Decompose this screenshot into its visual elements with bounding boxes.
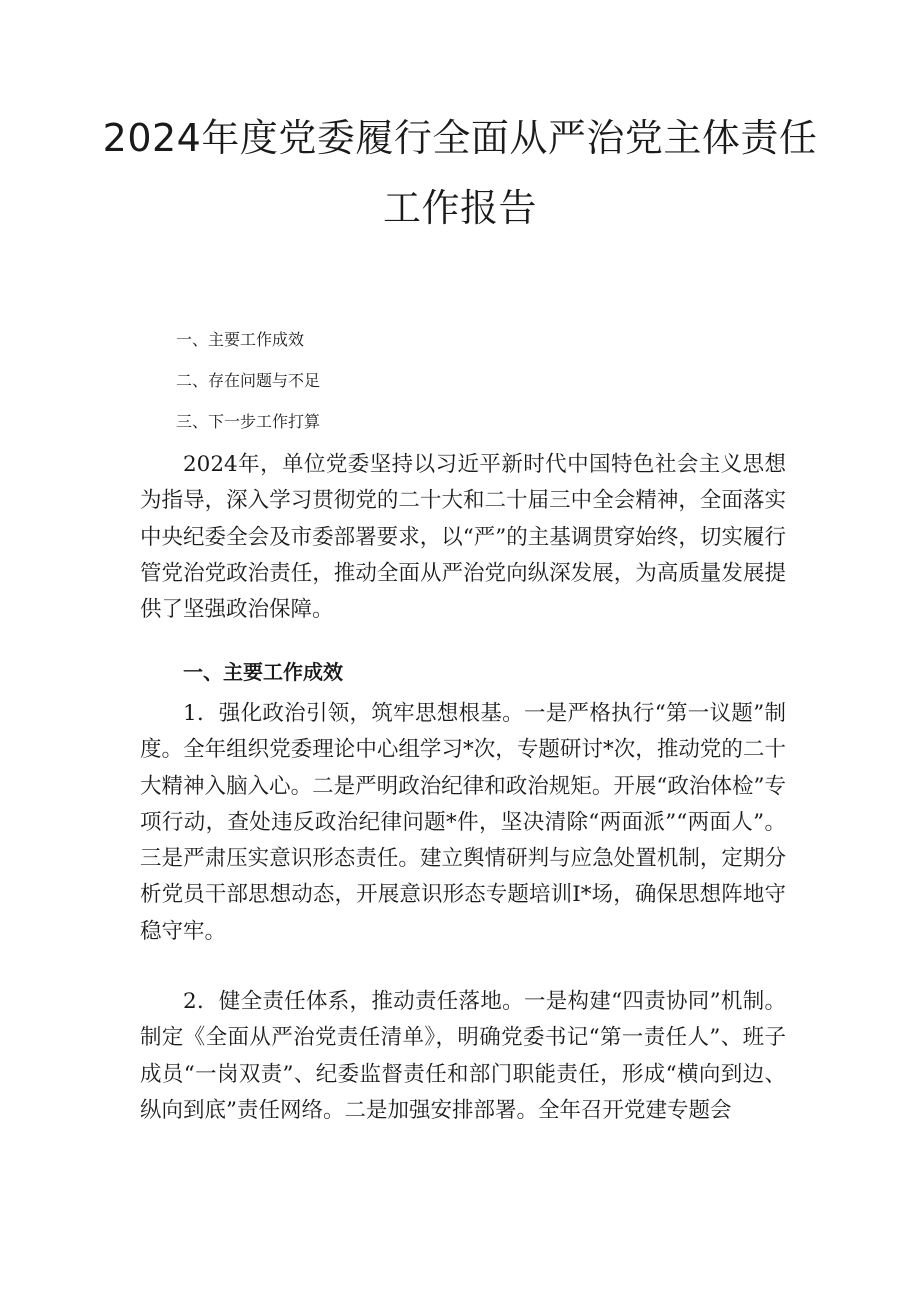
toc-item-2: 二、存在问题与不足 — [176, 371, 321, 390]
document-title-line-2: 工作报告 — [382, 186, 537, 230]
paragraph-2: 2．健全责任体系，推动责任落地。一是构建“四责协同”机制。制定《全面从严治党责任清单》，明确党委书记“第一责任人”、班子成员“一岗双责”、纪委监督责任和部门职能责任，形成“横向到边、纵向到底”责任网络。二是加强安排部署。全年召开党建专题会 — [140, 989, 786, 1123]
section-1-heading: 一、主要工作成效 — [183, 660, 343, 684]
paragraph-1: 1．强化政治引领，筑牢思想根基。一是严格执行“第一议题”制度。全年组织党委理论中心组学习*次，专题研讨*次，推动党的二十大精神入脑入心。二是严明政治纪律和政治规矩。开展“政治体检”专项行动，查处违反政治纪律问题*件，坚决清除“两面派”“两面人”。三是严肃压实意识形态责任。建立舆情研判与应急处置机制，定期分析党员干部思想动态，开展意识形态专题培训I*场，确保思想阵地守稳守牢。 — [140, 701, 786, 944]
toc-item-1: 一、主要工作成效 — [176, 330, 305, 349]
toc-item-3: 三、下一步工作打算 — [176, 412, 321, 431]
document-title-line-1: 2024年度党委履行全面从严治党主体责任 — [102, 116, 818, 160]
intro-paragraph: 2024年，单位党委坚持以习近平新时代中国特色社会主义思想为指导，深入学习贯彻党的二十大和二十届三中全会精神，全面落实中央纪委全会及市委部署要求，以“严”的主基调贯穿始终，切实履行管党治党政治责任，推动全面从严治党向纵深发展，为高质量发展提供了坚强政治保障。 — [140, 452, 786, 623]
